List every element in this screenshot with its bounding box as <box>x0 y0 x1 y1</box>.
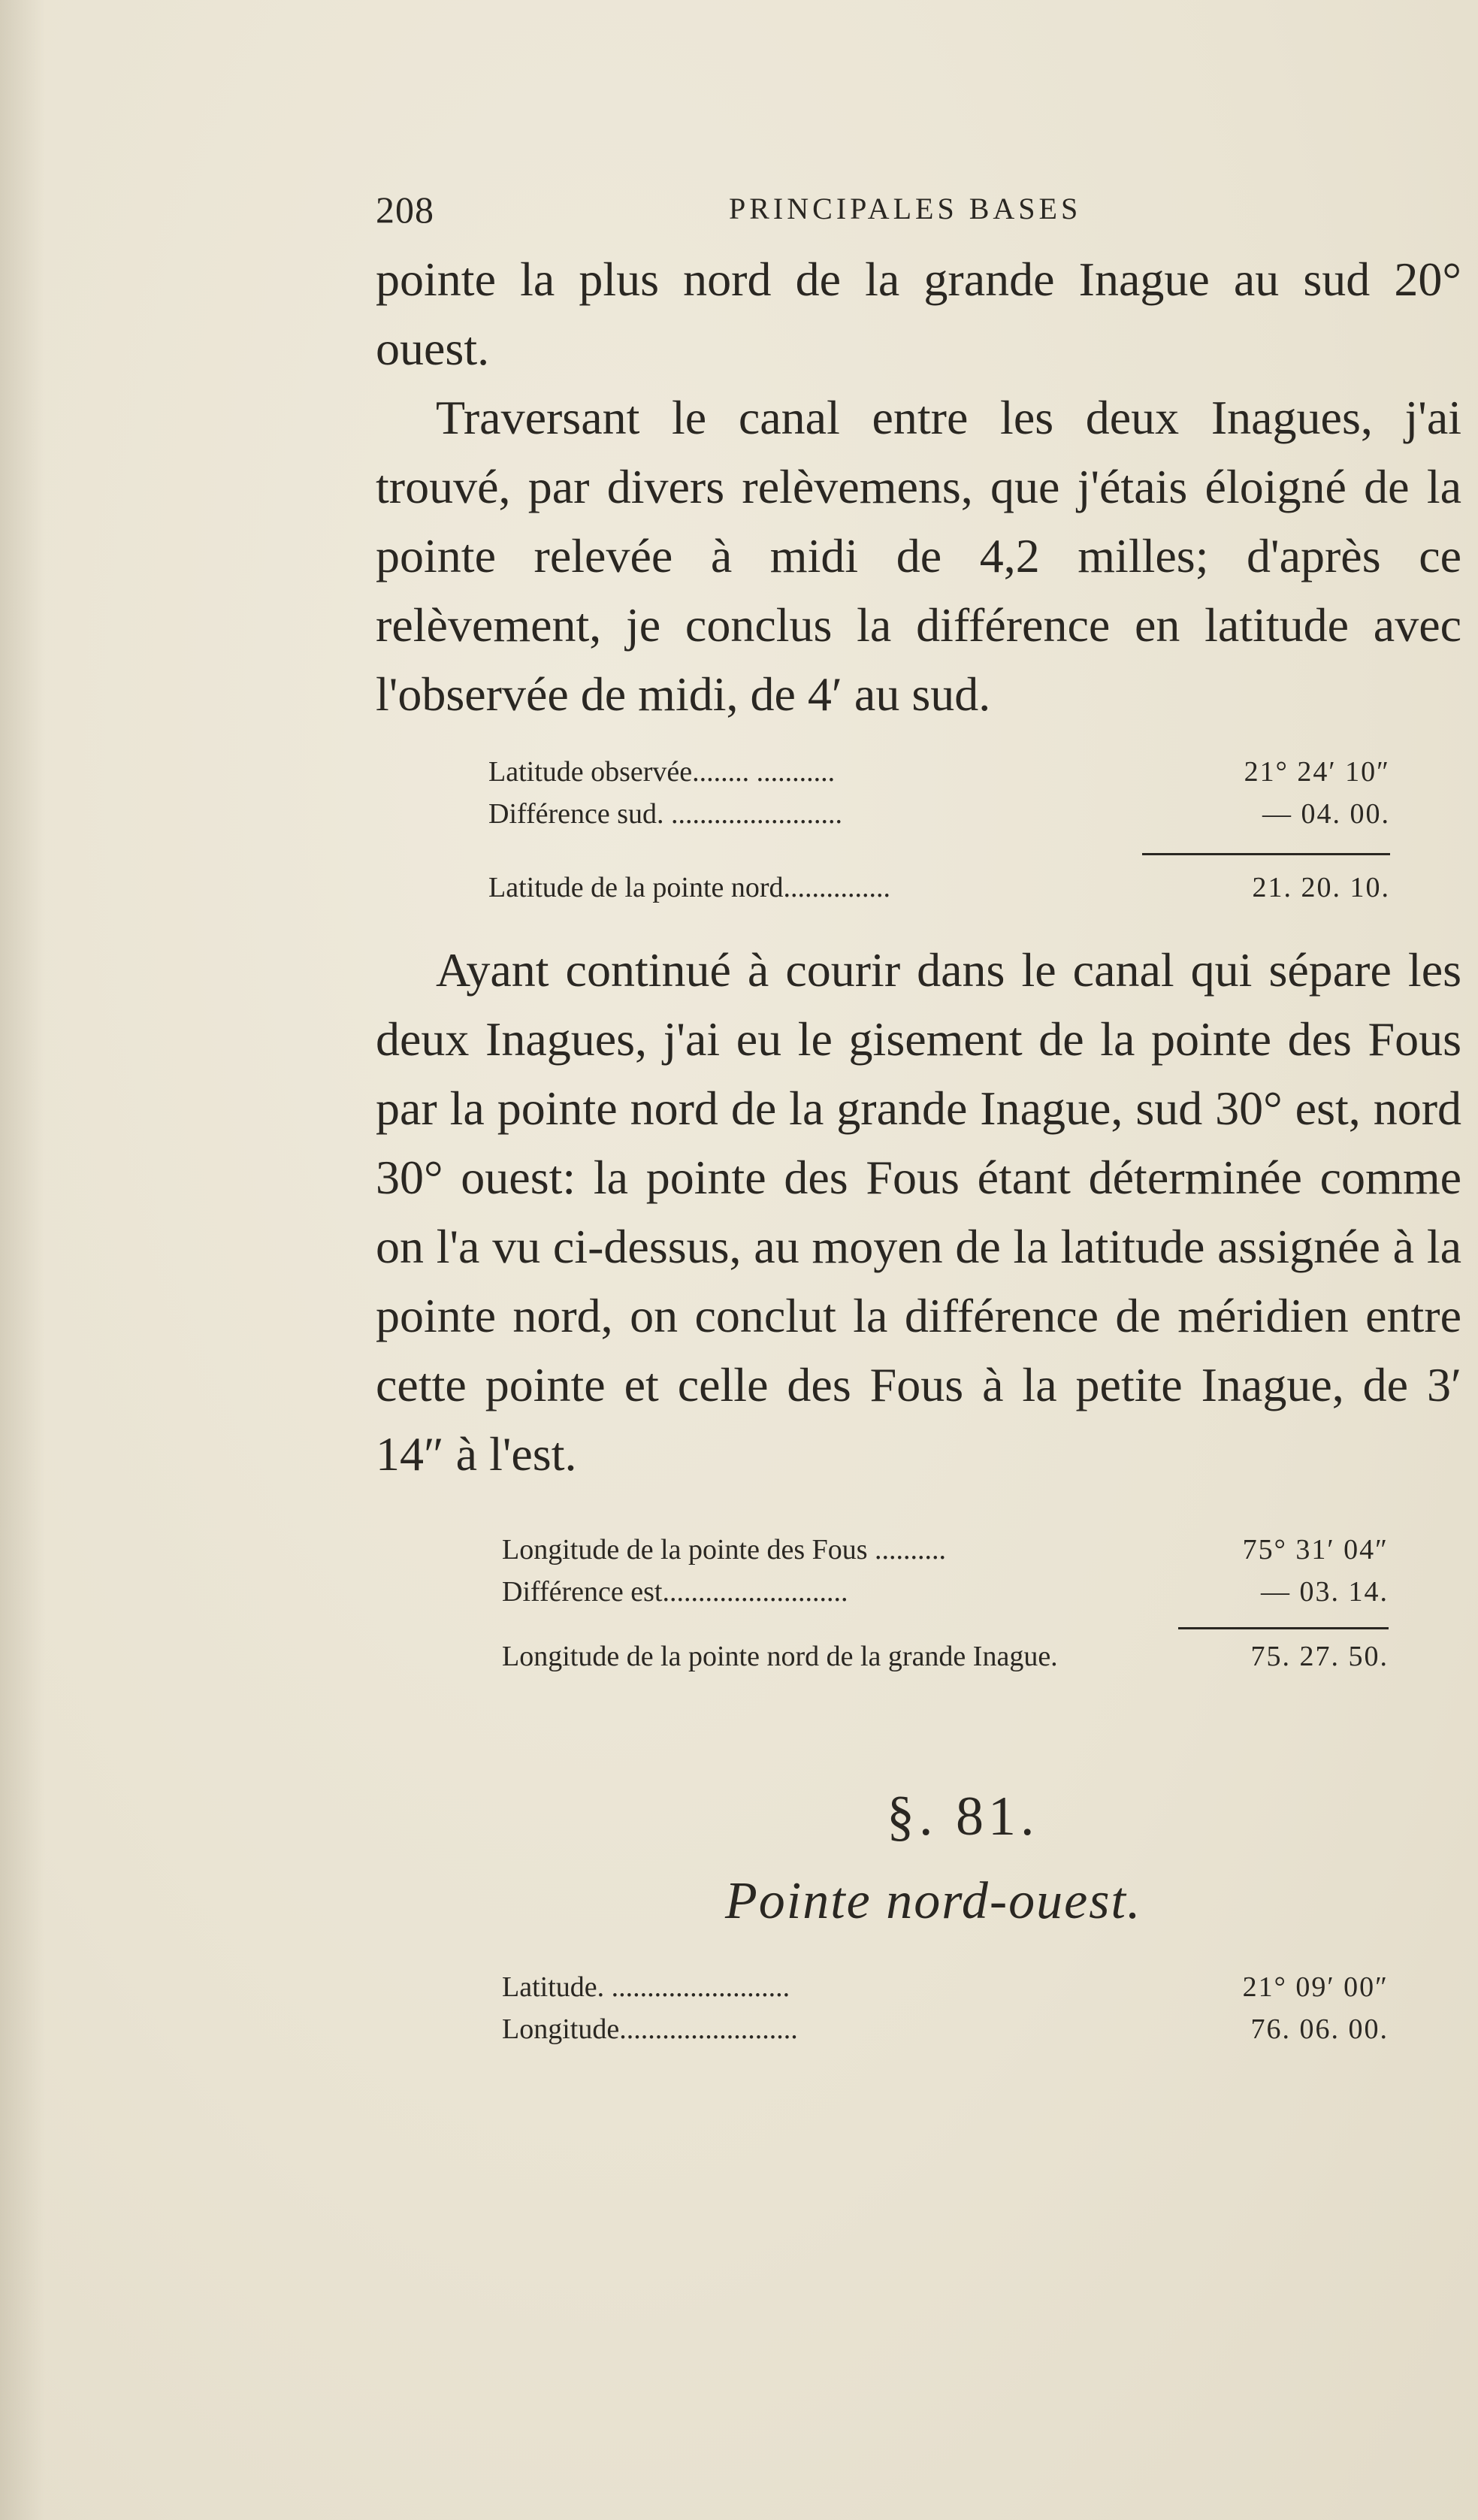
longitude-table <box>502 1533 1389 1682</box>
paragraph-traversant <box>376 383 1461 729</box>
page-number: 208 <box>376 189 434 231</box>
row-value: 76. 06. 00. <box>1250 2013 1389 2045</box>
section-number: §. 81. <box>887 1786 1039 1847</box>
sum-rule <box>1178 1627 1389 1629</box>
paragraph-ayant <box>376 936 1461 1489</box>
row-label: Latitude. ......................... <box>502 1971 790 2003</box>
latitude-table <box>488 755 1390 913</box>
table-row <box>502 1971 1389 2013</box>
total-value: 21. 20. 10. <box>1252 872 1390 903</box>
total-label: Latitude de la pointe nord............... <box>488 872 891 903</box>
total-label: Longitude de la pointe nord de la grande Inague. <box>502 1641 1058 1672</box>
running-head <box>376 188 1135 233</box>
table-total-row <box>502 1640 1389 1682</box>
row-value: — 03. 14. <box>1261 1576 1389 1608</box>
row-value: 21° 09′ 00″ <box>1242 1971 1389 2003</box>
section-title: Pointe nord-ouest. <box>725 1872 1142 1930</box>
row-label: Latitude observée........ ........... <box>488 756 836 788</box>
row-label: Différence est.......................... <box>502 1576 848 1608</box>
row-value: 21° 24′ 10″ <box>1244 756 1390 788</box>
position-table <box>502 1971 1389 2055</box>
table-row <box>488 755 1390 797</box>
table-row <box>502 1533 1389 1575</box>
row-label: Longitude......................... <box>502 2013 798 2045</box>
table-row <box>488 797 1390 839</box>
row-label: Différence sud. ........................ <box>488 798 843 830</box>
row-value: — 04. 00. <box>1262 798 1390 830</box>
paragraph-text: Ayant continué à courir dans le canal qui sépare les deux Inagues, j'ai eu le gisement de la pointe des Fous par la pointe nord de la grande Inague, sud 30° est, nord 30° ouest: la pointe des Fous étant déterminée comme on l'a vu ci-dessus, au moyen de la latitude assignée à la pointe nord, on conclut la différence de méridien entre cette pointe et celle des Fous à la petite Inague, de 3′ 14″ à l'est. <box>376 943 1461 1481</box>
table-row <box>502 1575 1389 1617</box>
paragraph-text: Traversant le canal entre les deux Inagues, j'ai trouvé, par divers relèvemens, que j'étais éloigné de la pointe relevée à midi de 4,2 milles; d'après ce relèvement, je conclus la différence en latitude avec l'observée de midi, de 4′ au sud. <box>376 391 1461 721</box>
row-value: 75° 31′ 04″ <box>1242 1534 1389 1566</box>
paragraph-text: pointe la plus nord de la grande Inague au sud 20° ouest. <box>376 253 1461 375</box>
table-row <box>502 2013 1389 2055</box>
row-label: Longitude de la pointe des Fous .......... <box>502 1534 947 1566</box>
paragraph-continuation <box>376 245 1461 383</box>
table-total-row <box>488 871 1390 913</box>
page-gutter-shadow <box>0 0 45 2520</box>
running-title: PRINCIPALES BASES <box>729 192 1082 225</box>
total-value: 75. 27. 50. <box>1250 1641 1389 1672</box>
sum-rule <box>1142 853 1390 855</box>
